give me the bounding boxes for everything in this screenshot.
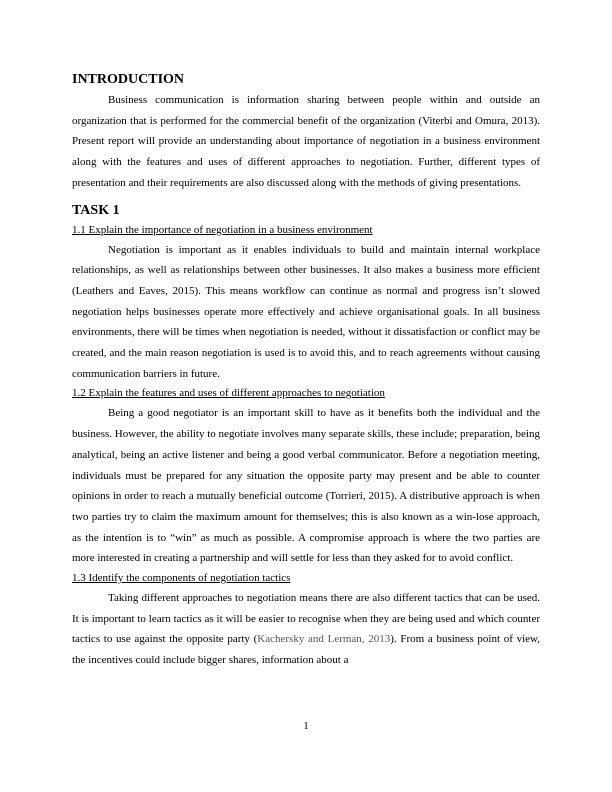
section-1-1-paragraph: Negotiation is important as it enables individuals to build and maintain internal workplace relationships, as well as relationships between other businesses. It also makes a business more efficient (Leathers and Eaves, 2015). This means workflow can continue as normal and progress isn’t slowed negotiation helps businesses operate more effectively and achieve organisational goals. In all business environments, there will be times when negotiation is needed, without it dissatisfaction or conflict may be created, and the main reason negotiation is used is to avoid this, and to reach agreements without causing communication barriers in future. <box>72 243 540 380</box>
section-1-2-title: 1.2 Explain the features and uses of different approaches to negotiation <box>72 387 385 400</box>
introduction-paragraph: Business communication is information sharing between people within and outside an organization that is performed for the commercial benefit of the organization (Viterbi and Omura, 2013). Present report will provide an understanding about importance of negotiation in a business environment along with the features and uses of different approaches to negotiation. Further, different types of presentation and their requirements are also discussed along with the methods of giving presentations. <box>72 94 540 189</box>
section-1-3-text-after: ). From a business point of view, the incentives could include bigger shares, information about a <box>72 633 541 667</box>
section-1-3-paragraph <box>72 588 540 671</box>
section-1-3-text-before: Taking different approaches to negotiation means there are also different tactics that can be used. It is important to learn tactics as it will be easier to recognise when they are being used and which counter tactics to use against the opposite party ( <box>72 592 540 646</box>
section-1-2-paragraph: Being a good negotiator is an important skill to have as it benefits both the individual and the business. However, the ability to negotiate involves many separate skills, these include; preparation, being analytical, being an active listener and being a good verbal communicator. Before a negotiation meeting, individuals must be prepared for any situation the opposite party may present and be able to counter opinions in order to reach a mutually beneficial outcome (Torrieri, 2015). A distributive approach is when two parties try to claim the maximum amount for themselves; this is also known as a win-lose approach, as the intention is to “win” as much as possible. A compromise approach is where the two parties are more interested in creating a partnership and will settle for less than they asked for to avoid conflict. <box>72 407 540 565</box>
task1-heading: TASK 1 <box>72 202 120 218</box>
section-1-3-citation: Kachersky and Lerman, 2013 <box>257 633 391 646</box>
introduction-heading: INTRODUCTION <box>72 72 185 87</box>
document-page <box>72 70 540 671</box>
section-1-1-title: 1.1 Explain the importance of negotiation in a business environment <box>72 223 373 236</box>
section-1-3-title: 1.3 Identify the components of negotiation tactics <box>72 572 291 585</box>
page-number: 1 <box>303 720 309 732</box>
